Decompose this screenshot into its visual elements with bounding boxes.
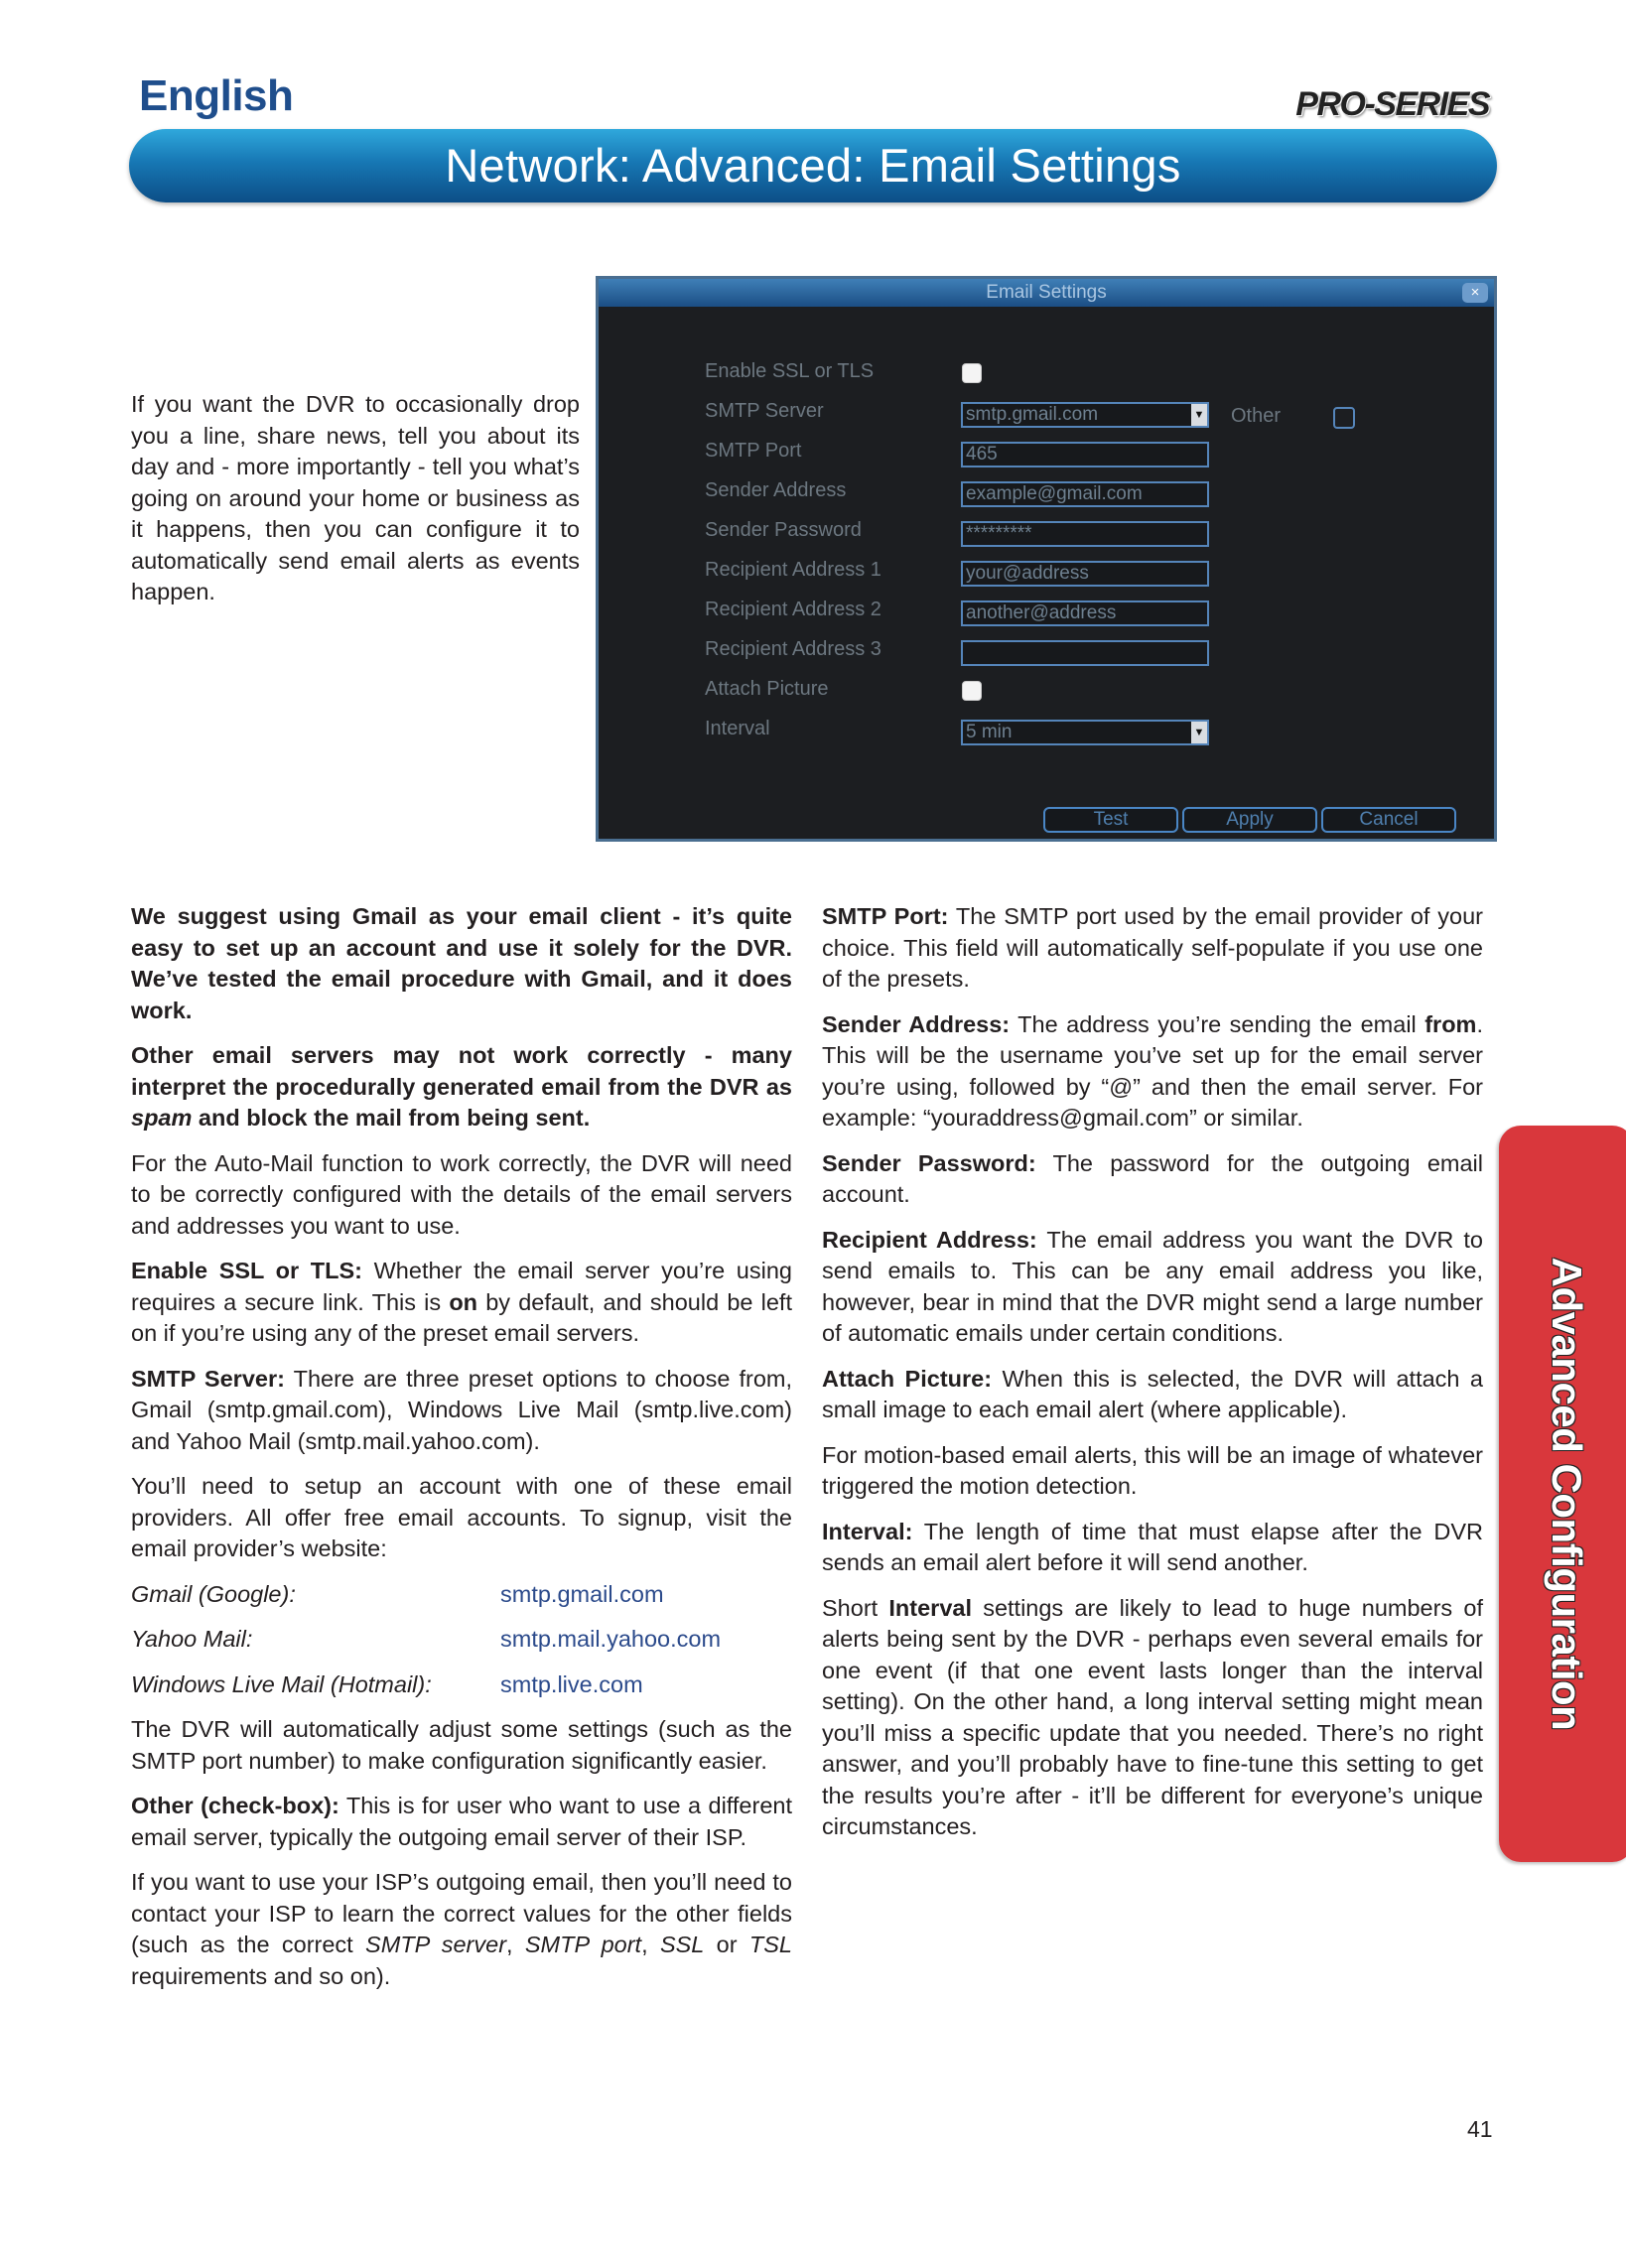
provider-host: smtp.mail.yahoo.com (500, 1626, 722, 1652)
providers-intro: You’ll need to setup an account with one of these email providers. All offer free email accounts. To signup, visit the email provider’s website: (131, 1473, 792, 1561)
interval-description: Interval: The length of time that must elapse after the DVR sends an email alert before it will send another. (822, 1518, 1483, 1575)
smtp-server-select[interactable] (961, 402, 1209, 428)
recipient2-label: Recipient Address 2 (705, 599, 881, 620)
ssl-description: Enable SSL or TLS: Whether the email server you’re using requires a secure link. This is on by default, and should be left on if you’re using any of the preset email servers. (131, 1258, 792, 1346)
page-number: 41 (1467, 2116, 1493, 2142)
smtp-server-label: SMTP Server (705, 400, 824, 422)
recipient-address-description: Recipient Address: The email address you want the DVR to send emails to. This can be any email address you like, however, bear in mind that the DVR might send a large number of automatic emails under certain conditions. (822, 1226, 1483, 1346)
provider-row (131, 1669, 792, 1701)
interval-select[interactable] (961, 720, 1209, 745)
motion-alerts-paragraph: For motion-based email alerts, this will be an image of whatever triggered the motion detection. (822, 1441, 1483, 1499)
right-column (822, 901, 1483, 1857)
gmail-suggestion: We suggest using Gmail as your email client - it’s quite easy to set up an account and use it solely for the DVR. We’ve tested the email procedure with Gmail, and it does work. (131, 903, 792, 1023)
other-servers-warning: Other email servers may not work correctly - many interpret the procedurally generated email from the DVR as spam and block the mail from being sent. (131, 1042, 792, 1131)
isp-paragraph: If you want to use your ISP’s outgoing email, then you’ll need to contact your ISP to learn the correct values for the other fields (such as the correct SMTP server, SMTP port, SSL or TSL requirements and so on). (131, 1869, 792, 1989)
other-label: Other (1231, 405, 1282, 427)
smtp-port-input[interactable]: 465 (961, 442, 1209, 467)
smtp-port-label: SMTP Port (705, 440, 802, 462)
test-button[interactable]: Test (1043, 807, 1178, 833)
left-column (131, 901, 792, 2006)
recipient3-label: Recipient Address 3 (705, 638, 881, 660)
section-tab-label: Advanced Configuration (1544, 1257, 1590, 1731)
sender-address-description: Sender Address: The address you’re sending the email from. This will be the username you’ve set up for the email server you’re using, followed by “@” and then the email server. For example: “youraddress@gmail.com” or similar. (822, 1010, 1483, 1131)
recipient2-input[interactable]: another@address (961, 600, 1209, 626)
recipient3-input[interactable] (961, 640, 1209, 666)
provider-row (131, 1579, 792, 1611)
automail-paragraph: For the Auto-Mail function to work correctly, the DVR will need to be correctly configured with the details of the email servers and addresses you want to use. (131, 1149, 792, 1239)
sender-address-input[interactable]: example@gmail.com (961, 481, 1209, 507)
section-tab (1499, 1126, 1626, 1862)
recipient1-input[interactable]: your@address (961, 561, 1209, 587)
recipient1-label: Recipient Address 1 (705, 559, 881, 581)
sender-password-input[interactable]: ********* (961, 521, 1209, 547)
interval-value: 5 min (966, 722, 1013, 742)
provider-host: smtp.live.com (500, 1670, 643, 1697)
attach-picture-description: Attach Picture: When this is selected, the DVR will attach a small image to each email alert (where applicable). (822, 1365, 1484, 1422)
apply-button[interactable]: Apply (1182, 807, 1317, 833)
other-checkbox-description: Other (check-box): This is for user who want to use a different email server, typically the outgoing email server of their ISP. (131, 1793, 792, 1850)
sender-address-label: Sender Address (705, 479, 847, 501)
provider-name: Windows Live Mail (Hotmail): (131, 1670, 432, 1697)
smtp-server-description: SMTP Server: There are three preset options to choose from, Gmail (smtp.gmail.com), Windows Live Mail (smtp.live.com) and Yahoo Mail (smtp.mail.yahoo.com). (131, 1365, 792, 1454)
other-checkbox[interactable] (1333, 407, 1355, 429)
auto-adjust-paragraph: The DVR will automatically adjust some settings (such as the SMTP port number) to make configuration significantly easier. (131, 1716, 792, 1774)
provider-host: smtp.gmail.com (500, 1580, 664, 1607)
title-banner (129, 129, 1497, 202)
dialog-titlebar (599, 279, 1494, 307)
provider-row (131, 1624, 792, 1656)
ssl-checkbox[interactable] (962, 363, 982, 383)
smtp-server-value: smtp.gmail.com (966, 404, 1099, 425)
sender-password-label: Sender Password (705, 519, 862, 541)
chevron-down-icon[interactable]: ▼ (1191, 722, 1207, 743)
attach-picture-label: Attach Picture (705, 678, 829, 700)
page-title: Network: Advanced: Email Settings (445, 139, 1181, 192)
cancel-button[interactable]: Cancel (1321, 807, 1456, 833)
close-icon[interactable]: × (1462, 283, 1488, 303)
provider-name: Gmail (Google): (131, 1580, 296, 1607)
short-interval-paragraph: Short Interval settings are likely to lead to huge numbers of alerts being sent by the DVR - perhaps even several emails for one event (if that one event lasts longer than the interval setting). On the other hand, a long interval setting might mean you’ll miss a specific update that you needed. There’s no right answer, and you’ll probably have to fine-tune this setting to get the results you’re after - it’ll be different for everyone’s unique circumstances. (822, 1594, 1483, 1839)
dialog-title: Email Settings (986, 282, 1107, 303)
sender-password-description: Sender Password: The password for the outgoing email account. (822, 1149, 1483, 1207)
language-label: English (139, 71, 294, 120)
intro-paragraph: If you want the DVR to occasionally drop you a line, share news, tell you about its day and - more importantly - tell you what’s going on around your home or business as it happens, then you can configure it to automatically send email alerts as events happen. (131, 391, 580, 604)
email-settings-dialog (596, 276, 1497, 842)
interval-label: Interval (705, 718, 770, 739)
provider-name: Yahoo Mail: (131, 1626, 253, 1652)
ssl-label: Enable SSL or TLS (705, 360, 875, 382)
attach-picture-checkbox[interactable] (962, 681, 982, 701)
smtp-port-description: SMTP Port: The SMTP port used by the email provider of your choice. This field will automatically self-populate if you use one of the presets. (822, 903, 1483, 992)
brand-logo: PRO-SERIES (1295, 85, 1489, 123)
chevron-down-icon[interactable]: ▼ (1191, 404, 1207, 426)
